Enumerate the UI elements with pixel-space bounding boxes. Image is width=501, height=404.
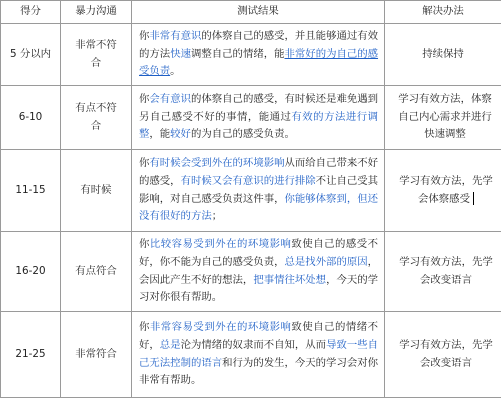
table-row — [1, 86, 501, 150]
highlighted-text: 非常容易受到外在的环境影响 — [149, 321, 292, 334]
result-text: 你 — [139, 238, 150, 251]
result-text: ； — [211, 210, 223, 223]
result-text: ，会因此产生不好的想法， — [139, 255, 379, 286]
highlighted-text: 有时候会受到外在的环境影响 — [149, 157, 285, 170]
result-text: ，能 — [149, 128, 171, 141]
result-text: 致使自己的情绪不好， — [139, 321, 379, 351]
highlighted-text: 把事情往坏处想 — [253, 273, 327, 286]
score-cell: 16-20 — [1, 232, 61, 312]
solution-cell: 持续保持 — [385, 24, 501, 86]
text-cursor — [473, 192, 474, 205]
solution-cell: 学习有效方法，先学会改变语言 — [385, 312, 501, 398]
highlighted-text: 有时候又会有意识的进行排除 — [180, 174, 316, 187]
result-text: ，今天的学习对你很有帮助。 — [139, 273, 379, 304]
result-text: 你 — [139, 93, 150, 106]
score-cell: 6-10 — [1, 86, 61, 150]
level-cell: 非常符合 — [61, 312, 132, 398]
result-text: 你 — [139, 30, 150, 43]
result-text: 和行为的发生，今天的学习会对你非常有帮助。 — [139, 356, 379, 387]
highlighted-text: 会有意识 — [149, 93, 191, 106]
result-text: 的为自己的感受负责。 — [190, 128, 295, 141]
header-score: 得分 — [1, 1, 61, 24]
result-text: 。 — [170, 65, 181, 78]
result-text: 的体察自己的感受，并且能够通过有效的方法 — [139, 30, 379, 60]
highlighted-text: 比较容易受到外在的环境影响 — [149, 238, 292, 251]
score-cell: 5 分以内 — [1, 24, 61, 86]
result-text: 调整自己的情绪，能 — [190, 47, 285, 60]
solution-cell: 学习有效方法，体察自己内心需求并进行快速调整 — [385, 86, 501, 150]
solution-cell: 学习有效方法，先学会改变语言 — [385, 232, 501, 312]
highlighted-text: 较好 — [170, 128, 191, 141]
level-cell: 有点符合 — [61, 232, 132, 312]
highlighted-text: 有效的方法进行调整 — [139, 110, 378, 141]
table-row — [1, 24, 501, 86]
result-text: 的体察自己的感受，有时候还是难免遇到另自己感受不好的事情，能通过 — [139, 93, 379, 123]
result-text: 不让自己受其影响，对自己感受负责这件事， — [139, 174, 379, 205]
solution-cell — [385, 150, 501, 232]
score-cell: 11-15 — [1, 150, 61, 232]
highlighted-text: 你能够体察到，但还没有很好的方法 — [139, 192, 379, 223]
result-cell — [132, 312, 385, 398]
result-text: 沦为情绪的奴隶而不自知，从而 — [180, 338, 327, 351]
solution-text: 学习有效方法，先学会体察感受 — [399, 174, 493, 205]
level-cell: 有时候 — [61, 150, 132, 232]
level-cell: 有点不符合 — [61, 86, 132, 150]
header-result: 测试结果 — [132, 1, 385, 24]
result-cell — [132, 24, 385, 86]
table-row — [1, 312, 501, 398]
highlighted-text: 导致一些自己无法控制的语言 — [139, 338, 379, 369]
result-cell — [132, 150, 385, 232]
level-cell: 非常不符合 — [61, 24, 132, 86]
result-text: 致使自己的感受不好，你不能为自己的感受负责， — [139, 238, 379, 268]
header-level: 暴力沟通 — [61, 1, 132, 24]
result-text: 你 — [139, 157, 150, 170]
highlighted-text: 非常有意识 — [149, 30, 202, 43]
highlighted-text: 快速 — [170, 47, 191, 60]
result-text: 从而给自己带来不好的感受， — [139, 157, 379, 187]
score-cell: 21-25 — [1, 312, 61, 398]
table-row — [1, 232, 501, 312]
highlighted-text: 非常好的为自己的感受负责 — [139, 47, 379, 78]
highlighted-text: 总是找外部的原因 — [284, 255, 368, 268]
table-row — [1, 150, 501, 232]
header-row — [1, 1, 501, 24]
header-solution: 解决办法 — [385, 1, 501, 24]
highlighted-text: 总是 — [159, 338, 181, 351]
result-cell — [132, 232, 385, 312]
result-cell — [132, 86, 385, 150]
result-text: 你 — [139, 321, 150, 334]
